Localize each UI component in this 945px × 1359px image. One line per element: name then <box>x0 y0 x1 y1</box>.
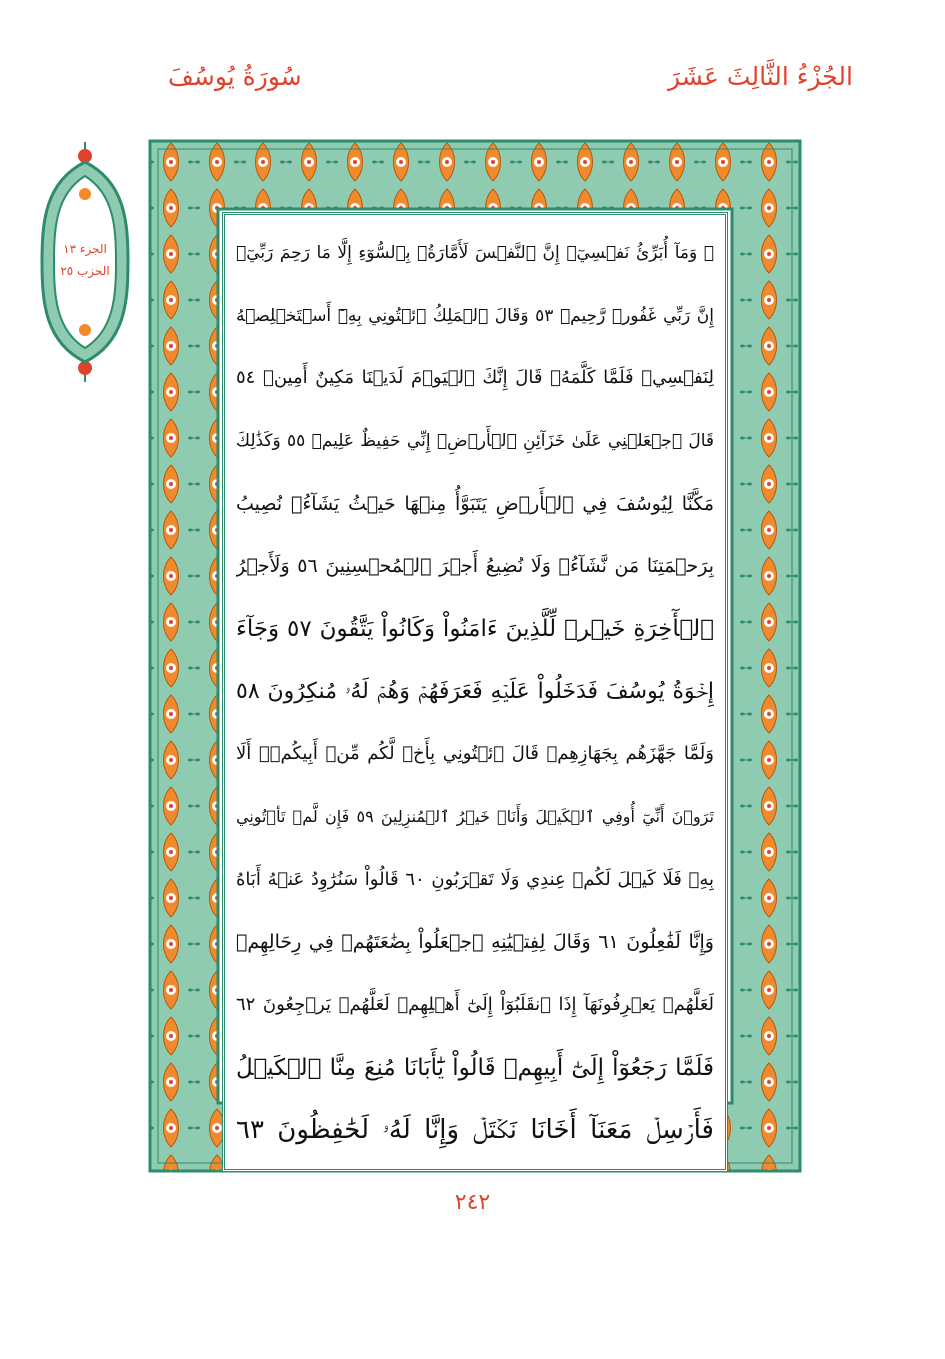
juz-title: الجُزْءُ الثَّالِثَ عَشَرَ <box>667 62 853 91</box>
text-line: وَلَمَّا جَهَّزَهُم بِجَهَازِهِمۡ قَالَ ٱئۡتُونِي بِأَخٖ لَّكُم مِّنۡ أَبِيكُمۡۚ أَلَا <box>236 743 714 765</box>
text-line: قَالَ ٱجۡعَلۡنِي عَلَىٰ خَزَآئِنِ ٱلۡأَرۡضِۖ إِنِّي حَفِيظٌ عَلِيمٞ ٥٥ وَكَذَٰلِكَ <box>236 431 714 451</box>
juz-hizb-marker <box>40 142 130 382</box>
text-line: تَرَوۡنَ أَنِّيٓ أُوفِي ٱلۡكَيۡلَ وَأَنَا۠ خَيۡرُ ٱلۡمُنزِلِينَ ٥٩ فَإِن لَّمۡ تَأۡتُونِي <box>236 807 714 826</box>
hizb-marker-label: الحزب ٢٥ <box>60 264 110 278</box>
juz-marker-label: الجزء ١٣ <box>63 242 107 256</box>
text-line: فَلَمَّا رَجَعُوٓاْ إِلَىٰٓ أَبِيهِمۡ قَالُواْ يَٰٓأَبَانَا مُنِعَ مِنَّا ٱلۡكَيۡلُ <box>236 1054 714 1081</box>
text-line: بِرَحۡمَتِنَا مَن نَّشَآءُۖ وَلَا نُضِيعُ أَجۡرَ ٱلۡمُحۡسِنِينَ ٥٦ وَلَأَجۡرُ <box>236 555 714 578</box>
text-line: فَأَرۡسِلۡ مَعَنَآ أَخَانَا نَكۡتَلۡ وَإِنَّا لَهُۥ لَحَٰفِظُونَ ٦٣ <box>236 1115 714 1146</box>
text-line: إِنَّ رَبِّي غَفُورٞ رَّحِيمٞ ٥٣ وَقَالَ ٱلۡمَلِكُ ٱئۡتُونِي بِهِۦٓ أَسۡتَخۡلِصۡهُ <box>236 305 714 326</box>
text-line: بِهِۦ فَلَا كَيۡلَ لَكُمۡ عِندِي وَلَا تَقۡرَبُونِ ٦٠ قَالُواْ سَنُرَٰوِدُ عَنۡهُ أَبَاهُ <box>236 868 714 890</box>
text-line: وَإِنَّا لَفَٰعِلُونَ ٦١ وَقَالَ لِفِتۡيَٰنِهِ ٱجۡعَلُواْ بِضَٰعَتَهُمۡ فِي رِحَالِهِمۡ <box>236 931 714 954</box>
surah-title: سُورَةُ يُوسُفَ <box>168 62 302 91</box>
text-line: ٱلۡأٓخِرَةِ خَيۡرٞ لِّلَّذِينَ ءَامَنُواْ وَكَانُواْ يَتَّقُونَ ٥٧ وَجَآءَ <box>236 616 714 642</box>
text-line: لِنَفۡسِيۖ فَلَمَّا كَلَّمَهُۥ قَالَ إِنَّكَ ٱلۡيَوۡمَ لَدَيۡنَا مَكِينٌ أَمِينٞ ٥٤ <box>236 367 714 389</box>
marker-ornament-icon <box>40 142 130 382</box>
text-line: لَعَلَّهُمۡ يَعۡرِفُونَهَآ إِذَا ٱنقَلَبُوٓاْ إِلَىٰٓ أَهۡلِهِمۡ لَعَلَّهُمۡ يَرۡجِعُونَ ٦٢ <box>236 994 714 1015</box>
page-number: ٢٤٢ <box>454 1190 491 1215</box>
text-line: مَكَّنَّا لِيُوسُفَ فِي ٱلۡأَرۡضِ يَتَبَوَّأُ مِنۡهَا حَيۡثُ يَشَآءُۚ نُصِيبُ <box>236 492 714 515</box>
text-line: ۞ وَمَآ أُبَرِّئُ نَفۡسِيٓۚ إِنَّ ٱلنَّفۡسَ لَأَمَّارَةُۢ بِٱلسُّوٓءِ إِلَّا مَا رَحِمَ رَبِّيٓۚ <box>236 243 714 263</box>
text-line: إِخۡوَةُ يُوسُفَ فَدَخَلُواْ عَلَيۡهِ فَعَرَفَهُمۡ وَهُمۡ لَهُۥ مُنكِرُونَ ٥٨ <box>236 678 714 704</box>
